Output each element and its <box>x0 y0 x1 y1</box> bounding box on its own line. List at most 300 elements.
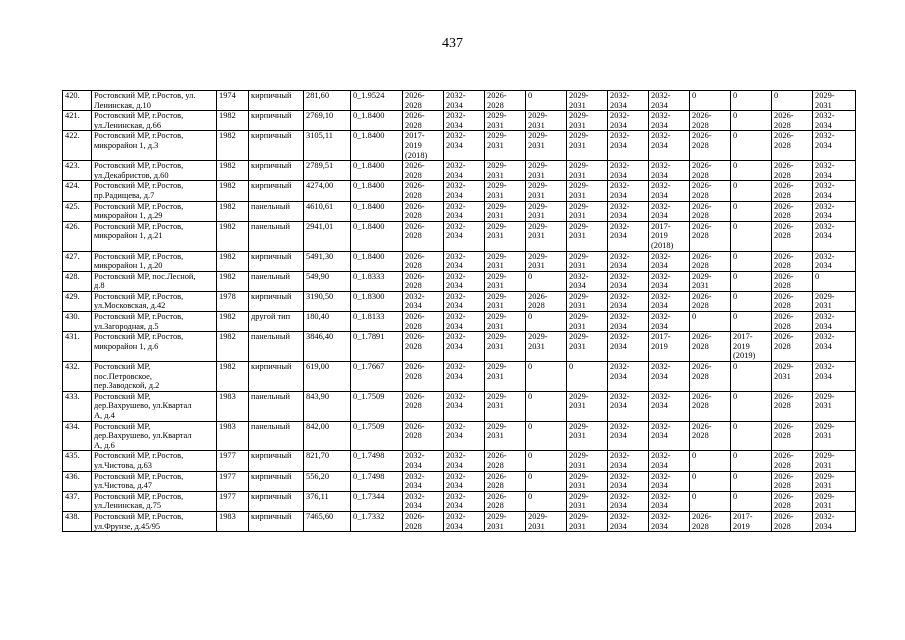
period-cell-p10: 2026- 2028 <box>772 332 813 362</box>
period-cell-p11: 2032- 2034 <box>813 251 856 271</box>
period-cell-p10: 2026- 2028 <box>772 111 813 131</box>
period-cell-p10: 2026- 2028 <box>772 221 813 251</box>
period-cell-p6: 2032- 2034 <box>608 362 649 392</box>
row-number-cell: 437. <box>63 491 92 511</box>
wall-material-cell: панельный <box>249 332 304 362</box>
priority-index-cell: 0_1.7498 <box>351 451 403 471</box>
address-cell: Ростовский МР, г.Ростов, ул.Московская, д.42 <box>92 291 217 311</box>
period-cell-p9: 0 <box>731 451 772 471</box>
period-cell-p11: 2029- 2031 <box>813 471 856 491</box>
period-cell-p3: 2029- 2031 <box>485 421 526 451</box>
priority-index-cell: 0_1.8400 <box>351 111 403 131</box>
period-cell-p5: 2029- 2031 <box>567 91 608 111</box>
period-cell-p1: 2032- 2034 <box>403 471 444 491</box>
period-cell-p8: 2026- 2028 <box>690 131 731 161</box>
period-cell-p10: 2026- 2028 <box>772 391 813 421</box>
period-cell-p10: 2026- 2028 <box>772 291 813 311</box>
table-row <box>63 291 856 311</box>
address-cell: Ростовский МР, г.Ростов, ул.Ленинская, д.66 <box>92 111 217 131</box>
period-cell-p6: 2032- 2034 <box>608 131 649 161</box>
period-cell-p10: 2026- 2028 <box>772 161 813 181</box>
period-cell-p10: 2026- 2028 <box>772 181 813 201</box>
period-cell-p9: 0 <box>731 271 772 291</box>
period-cell-p8: 0 <box>690 491 731 511</box>
priority-index-cell: 0_1.7667 <box>351 362 403 392</box>
row-number-cell: 426. <box>63 221 92 251</box>
period-cell-p9: 0 <box>731 491 772 511</box>
period-cell-p11: 2032- 2034 <box>813 161 856 181</box>
address-cell: Ростовский МР, дер.Вахрушево, ул.Квартал А, д.4 <box>92 391 217 421</box>
wall-material-cell: панельный <box>249 391 304 421</box>
period-cell-p10: 2026- 2028 <box>772 131 813 161</box>
wall-material-cell: кирпичный <box>249 131 304 161</box>
period-cell-p3: 2029- 2031 <box>485 332 526 362</box>
area-cell: 281,60 <box>304 91 351 111</box>
row-number-cell: 425. <box>63 201 92 221</box>
period-cell-p10: 2026- 2028 <box>772 471 813 491</box>
priority-index-cell: 0_1.8133 <box>351 312 403 332</box>
address-cell: Ростовский МР, г.Ростов, микрорайон 1, д.20 <box>92 251 217 271</box>
period-cell-p6: 2032- 2034 <box>608 511 649 531</box>
period-cell-p3: 2029- 2031 <box>485 362 526 392</box>
period-cell-p8: 0 <box>690 312 731 332</box>
period-cell-p7: 2032- 2034 <box>649 181 690 201</box>
period-cell-p2: 2032- 2034 <box>444 421 485 451</box>
period-cell-p9: 0 <box>731 251 772 271</box>
period-cell-p8: 0 <box>690 91 731 111</box>
year-built-cell: 1982 <box>217 111 249 131</box>
row-number-cell: 436. <box>63 471 92 491</box>
table-row <box>63 251 856 271</box>
period-cell-p3: 2029- 2031 <box>485 511 526 531</box>
period-cell-p7: 2032- 2034 <box>649 391 690 421</box>
period-cell-p5: 2029- 2031 <box>567 251 608 271</box>
area-cell: 549,90 <box>304 271 351 291</box>
period-cell-p6: 2032- 2034 <box>608 291 649 311</box>
table-row <box>63 201 856 221</box>
period-cell-p7: 2032- 2034 <box>649 451 690 471</box>
period-cell-p7: 2032- 2034 <box>649 471 690 491</box>
address-cell: Ростовский МР, г.Ростов, ул.Загородная, д.5 <box>92 312 217 332</box>
priority-index-cell: 0_1.7891 <box>351 332 403 362</box>
period-cell-p3: 2026- 2028 <box>485 91 526 111</box>
period-cell-p11: 0 <box>813 271 856 291</box>
row-number-cell: 432. <box>63 362 92 392</box>
period-cell-p1: 2026- 2028 <box>403 201 444 221</box>
year-built-cell: 1977 <box>217 451 249 471</box>
area-cell: 843,90 <box>304 391 351 421</box>
period-cell-p10: 2026- 2028 <box>772 491 813 511</box>
period-cell-p9: 0 <box>731 471 772 491</box>
period-cell-p2: 2032- 2034 <box>444 332 485 362</box>
period-cell-p5: 2029- 2031 <box>567 161 608 181</box>
period-cell-p8: 0 <box>690 471 731 491</box>
period-cell-p2: 2032- 2034 <box>444 362 485 392</box>
period-cell-p1: 2032- 2034 <box>403 451 444 471</box>
address-cell: Ростовский МР, г.Ростов, микрорайон 1, д.29 <box>92 201 217 221</box>
wall-material-cell: кирпичный <box>249 362 304 392</box>
period-cell-p8: 2026- 2028 <box>690 511 731 531</box>
period-cell-p1: 2026- 2028 <box>403 221 444 251</box>
period-cell-p2: 2032- 2034 <box>444 471 485 491</box>
period-cell-p10: 2026- 2028 <box>772 451 813 471</box>
table-row <box>63 421 856 451</box>
period-cell-p3: 2029- 2031 <box>485 391 526 421</box>
address-cell: Ростовский МР, г.Ростов, микрорайон 1, д.6 <box>92 332 217 362</box>
priority-index-cell: 0_1.8400 <box>351 221 403 251</box>
wall-material-cell: кирпичный <box>249 111 304 131</box>
wall-material-cell: кирпичный <box>249 251 304 271</box>
address-cell: Ростовский МР, г.Ростов, микрорайон 1, д.3 <box>92 131 217 161</box>
priority-index-cell: 0_1.7344 <box>351 491 403 511</box>
period-cell-p1: 2026- 2028 <box>403 161 444 181</box>
period-cell-p6: 2032- 2034 <box>608 271 649 291</box>
period-cell-p4: 2029- 2031 <box>526 332 567 362</box>
period-cell-p3: 2029- 2031 <box>485 221 526 251</box>
period-cell-p5: 2029- 2031 <box>567 221 608 251</box>
wall-material-cell: панельный <box>249 421 304 451</box>
period-cell-p7: 2032- 2034 <box>649 491 690 511</box>
address-cell: Ростовский МР, г.Ростов, ул.Фрунзе, д.45/95 <box>92 511 217 531</box>
year-built-cell: 1977 <box>217 491 249 511</box>
period-cell-p6: 2032- 2034 <box>608 391 649 421</box>
period-cell-p11: 2029- 2031 <box>813 291 856 311</box>
area-cell: 2769,10 <box>304 111 351 131</box>
priority-index-cell: 0_1.7498 <box>351 471 403 491</box>
period-cell-p9: 0 <box>731 421 772 451</box>
priority-index-cell: 0_1.8400 <box>351 161 403 181</box>
period-cell-p3: 2026- 2028 <box>485 451 526 471</box>
period-cell-p2: 2032- 2034 <box>444 312 485 332</box>
period-cell-p4: 0 <box>526 91 567 111</box>
period-cell-p11: 2032- 2034 <box>813 111 856 131</box>
year-built-cell: 1982 <box>217 271 249 291</box>
period-cell-p1: 2026- 2028 <box>403 421 444 451</box>
priority-index-cell: 0_1.8300 <box>351 291 403 311</box>
priority-index-cell: 0_1.8333 <box>351 271 403 291</box>
table-row <box>63 332 856 362</box>
period-cell-p10: 2026- 2028 <box>772 251 813 271</box>
period-cell-p6: 2032- 2034 <box>608 451 649 471</box>
area-cell: 7465,60 <box>304 511 351 531</box>
period-cell-p2: 2032- 2034 <box>444 131 485 161</box>
period-cell-p8: 2026- 2028 <box>690 201 731 221</box>
row-number-cell: 422. <box>63 131 92 161</box>
row-number-cell: 429. <box>63 291 92 311</box>
wall-material-cell: кирпичный <box>249 91 304 111</box>
period-cell-p2: 2032- 2034 <box>444 511 485 531</box>
year-built-cell: 1982 <box>217 201 249 221</box>
period-cell-p4: 0 <box>526 312 567 332</box>
period-cell-p8: 2026- 2028 <box>690 161 731 181</box>
period-cell-p6: 2032- 2034 <box>608 111 649 131</box>
row-number-cell: 433. <box>63 391 92 421</box>
period-cell-p6: 2032- 2034 <box>608 312 649 332</box>
period-cell-p5: 2029- 2031 <box>567 111 608 131</box>
period-cell-p1: 2026- 2028 <box>403 391 444 421</box>
area-cell: 3846,40 <box>304 332 351 362</box>
period-cell-p2: 2032- 2034 <box>444 251 485 271</box>
period-cell-p9: 2017- 2019 (2019) <box>731 332 772 362</box>
period-cell-p3: 2026- 2028 <box>485 491 526 511</box>
period-cell-p9: 0 <box>731 362 772 392</box>
table-row <box>63 312 856 332</box>
table-row <box>63 91 856 111</box>
period-cell-p5: 2029- 2031 <box>567 332 608 362</box>
address-cell: Ростовский МР, г.Ростов, ул.Чистова, д.63 <box>92 451 217 471</box>
period-cell-p2: 2032- 2034 <box>444 271 485 291</box>
address-cell: Ростовский МР, г.Ростов, пр.Радищева, д.7 <box>92 181 217 201</box>
period-cell-p1: 2026- 2028 <box>403 362 444 392</box>
period-cell-p2: 2032- 2034 <box>444 221 485 251</box>
year-built-cell: 1978 <box>217 291 249 311</box>
period-cell-p5: 0 <box>567 362 608 392</box>
period-cell-p4: 2029- 2031 <box>526 251 567 271</box>
period-cell-p11: 2032- 2034 <box>813 201 856 221</box>
row-number-cell: 435. <box>63 451 92 471</box>
wall-material-cell: кирпичный <box>249 161 304 181</box>
priority-index-cell: 0_1.8400 <box>351 251 403 271</box>
period-cell-p4: 0 <box>526 391 567 421</box>
table-body <box>63 91 856 532</box>
address-cell: Ростовский МР, г.Ростов, ул. Ленинская, д.10 <box>92 91 217 111</box>
table-row <box>63 451 856 471</box>
priority-index-cell: 0_1.7332 <box>351 511 403 531</box>
period-cell-p1: 2026- 2028 <box>403 91 444 111</box>
period-cell-p5: 2029- 2031 <box>567 471 608 491</box>
period-cell-p10: 2026- 2028 <box>772 312 813 332</box>
period-cell-p11: 2032- 2034 <box>813 332 856 362</box>
table-row <box>63 362 856 392</box>
period-cell-p2: 2032- 2034 <box>444 181 485 201</box>
period-cell-p11: 2029- 2031 <box>813 451 856 471</box>
wall-material-cell: кирпичный <box>249 511 304 531</box>
period-cell-p6: 2032- 2034 <box>608 91 649 111</box>
wall-material-cell: панельный <box>249 221 304 251</box>
period-cell-p9: 0 <box>731 291 772 311</box>
period-cell-p7: 2017- 2019 (2018) <box>649 221 690 251</box>
period-cell-p2: 2032- 2034 <box>444 491 485 511</box>
period-cell-p11: 2029- 2031 <box>813 421 856 451</box>
year-built-cell: 1982 <box>217 362 249 392</box>
period-cell-p7: 2017- 2019 <box>649 332 690 362</box>
period-cell-p10: 2026- 2028 <box>772 271 813 291</box>
period-cell-p1: 2026- 2028 <box>403 181 444 201</box>
wall-material-cell: кирпичный <box>249 471 304 491</box>
wall-material-cell: кирпичный <box>249 451 304 471</box>
row-number-cell: 421. <box>63 111 92 131</box>
wall-material-cell: кирпичный <box>249 491 304 511</box>
priority-index-cell: 0_1.8400 <box>351 201 403 221</box>
period-cell-p7: 2032- 2034 <box>649 511 690 531</box>
period-cell-p3: 2029- 2031 <box>485 271 526 291</box>
table-row <box>63 271 856 291</box>
period-cell-p7: 2032- 2034 <box>649 201 690 221</box>
period-cell-p11: 2032- 2034 <box>813 181 856 201</box>
period-cell-p7: 2032- 2034 <box>649 421 690 451</box>
priority-index-cell: 0_1.7509 <box>351 391 403 421</box>
period-cell-p2: 2032- 2034 <box>444 391 485 421</box>
year-built-cell: 1983 <box>217 391 249 421</box>
period-cell-p9: 0 <box>731 131 772 161</box>
area-cell: 3190,50 <box>304 291 351 311</box>
table-row <box>63 511 856 531</box>
row-number-cell: 431. <box>63 332 92 362</box>
table-row <box>63 471 856 491</box>
period-cell-p2: 2032- 2034 <box>444 201 485 221</box>
period-cell-p4: 0 <box>526 271 567 291</box>
period-cell-p8: 2026- 2028 <box>690 391 731 421</box>
period-cell-p8: 2026- 2028 <box>690 251 731 271</box>
period-cell-p6: 2032- 2034 <box>608 161 649 181</box>
period-cell-p1: 2026- 2028 <box>403 511 444 531</box>
period-cell-p9: 0 <box>731 221 772 251</box>
period-cell-p9: 0 <box>731 91 772 111</box>
row-number-cell: 428. <box>63 271 92 291</box>
table-row <box>63 181 856 201</box>
period-cell-p4: 0 <box>526 362 567 392</box>
period-cell-p5: 2029- 2031 <box>567 491 608 511</box>
wall-material-cell: кирпичный <box>249 181 304 201</box>
period-cell-p9: 2017- 2019 <box>731 511 772 531</box>
row-number-cell: 438. <box>63 511 92 531</box>
table-row <box>63 491 856 511</box>
period-cell-p3: 2029- 2031 <box>485 111 526 131</box>
period-cell-p4: 2029- 2031 <box>526 511 567 531</box>
period-cell-p2: 2032- 2034 <box>444 451 485 471</box>
period-cell-p6: 2032- 2034 <box>608 471 649 491</box>
row-number-cell: 420. <box>63 91 92 111</box>
period-cell-p9: 0 <box>731 201 772 221</box>
period-cell-p8: 2026- 2028 <box>690 221 731 251</box>
area-cell: 5491,30 <box>304 251 351 271</box>
table-row <box>63 391 856 421</box>
period-cell-p8: 2026- 2028 <box>690 332 731 362</box>
year-built-cell: 1982 <box>217 251 249 271</box>
year-built-cell: 1977 <box>217 471 249 491</box>
period-cell-p4: 0 <box>526 451 567 471</box>
period-cell-p8: 2026- 2028 <box>690 421 731 451</box>
period-cell-p5: 2029- 2031 <box>567 291 608 311</box>
period-cell-p6: 2032- 2034 <box>608 421 649 451</box>
period-cell-p5: 2029- 2031 <box>567 421 608 451</box>
period-cell-p1: 2032- 2034 <box>403 491 444 511</box>
address-cell: Ростовский МР, пос.Лесной, д.8 <box>92 271 217 291</box>
period-cell-p4: 0 <box>526 491 567 511</box>
period-cell-p6: 2032- 2034 <box>608 332 649 362</box>
period-cell-p4: 0 <box>526 471 567 491</box>
period-cell-p4: 0 <box>526 421 567 451</box>
area-cell: 619,00 <box>304 362 351 392</box>
period-cell-p3: 2029- 2031 <box>485 291 526 311</box>
period-cell-p11: 2029- 2031 <box>813 491 856 511</box>
table-row <box>63 111 856 131</box>
period-cell-p3: 2029- 2031 <box>485 312 526 332</box>
row-number-cell: 434. <box>63 421 92 451</box>
period-cell-p9: 0 <box>731 111 772 131</box>
period-cell-p4: 2029- 2031 <box>526 111 567 131</box>
wall-material-cell: панельный <box>249 271 304 291</box>
period-cell-p7: 2032- 2034 <box>649 271 690 291</box>
period-cell-p8: 2026- 2028 <box>690 111 731 131</box>
area-cell: 4274,00 <box>304 181 351 201</box>
period-cell-p5: 2029- 2031 <box>567 511 608 531</box>
row-number-cell: 427. <box>63 251 92 271</box>
area-cell: 3105,11 <box>304 131 351 161</box>
period-cell-p9: 0 <box>731 312 772 332</box>
period-cell-p5: 2029- 2031 <box>567 181 608 201</box>
year-built-cell: 1982 <box>217 181 249 201</box>
area-cell: 2789,51 <box>304 161 351 181</box>
table-row <box>63 221 856 251</box>
area-cell: 180,40 <box>304 312 351 332</box>
period-cell-p11: 2032- 2034 <box>813 221 856 251</box>
period-cell-p1: 2026- 2028 <box>403 111 444 131</box>
year-built-cell: 1982 <box>217 131 249 161</box>
table-row <box>63 161 856 181</box>
period-cell-p5: 2029- 2031 <box>567 451 608 471</box>
period-cell-p8: 2029- 2031 <box>690 271 731 291</box>
period-cell-p9: 0 <box>731 161 772 181</box>
period-cell-p1: 2026- 2028 <box>403 251 444 271</box>
period-cell-p10: 2026- 2028 <box>772 511 813 531</box>
period-cell-p9: 0 <box>731 391 772 421</box>
period-cell-p7: 2032- 2034 <box>649 161 690 181</box>
period-cell-p4: 2026- 2028 <box>526 291 567 311</box>
period-cell-p7: 2032- 2034 <box>649 131 690 161</box>
period-cell-p1: 2032- 2034 <box>403 291 444 311</box>
wall-material-cell: другой тип <box>249 312 304 332</box>
year-built-cell: 1982 <box>217 312 249 332</box>
year-built-cell: 1982 <box>217 221 249 251</box>
period-cell-p9: 0 <box>731 181 772 201</box>
area-cell: 556,20 <box>304 471 351 491</box>
period-cell-p11: 2032- 2034 <box>813 312 856 332</box>
year-built-cell: 1982 <box>217 161 249 181</box>
period-cell-p2: 2032- 2034 <box>444 91 485 111</box>
priority-index-cell: 0_1.8400 <box>351 181 403 201</box>
area-cell: 821,70 <box>304 451 351 471</box>
wall-material-cell: кирпичный <box>249 291 304 311</box>
period-cell-p6: 2032- 2034 <box>608 221 649 251</box>
period-cell-p1: 2026- 2028 <box>403 312 444 332</box>
row-number-cell: 423. <box>63 161 92 181</box>
year-built-cell: 1983 <box>217 421 249 451</box>
row-number-cell: 424. <box>63 181 92 201</box>
period-cell-p3: 2029- 2031 <box>485 181 526 201</box>
period-cell-p6: 2032- 2034 <box>608 251 649 271</box>
row-number-cell: 430. <box>63 312 92 332</box>
period-cell-p7: 2032- 2034 <box>649 312 690 332</box>
address-cell: Ростовский МР, г.Ростов, ул.Чистова, д.47 <box>92 471 217 491</box>
address-cell: Ростовский МР, г.Ростов, ул.Декабристов, д.60 <box>92 161 217 181</box>
period-cell-p7: 2032- 2034 <box>649 291 690 311</box>
period-cell-p11: 2032- 2034 <box>813 131 856 161</box>
period-cell-p8: 2026- 2028 <box>690 362 731 392</box>
address-cell: Ростовский МР, г.Ростов, ул.Ленинская, д.75 <box>92 491 217 511</box>
period-cell-p3: 2029- 2031 <box>485 131 526 161</box>
period-cell-p4: 2029- 2031 <box>526 181 567 201</box>
period-cell-p5: 2029- 2031 <box>567 131 608 161</box>
year-built-cell: 1974 <box>217 91 249 111</box>
period-cell-p11: 2032- 2034 <box>813 362 856 392</box>
period-cell-p3: 2029- 2031 <box>485 161 526 181</box>
period-cell-p11: 2029- 2031 <box>813 91 856 111</box>
period-cell-p3: 2026- 2028 <box>485 471 526 491</box>
period-cell-p4: 2029- 2031 <box>526 221 567 251</box>
priority-index-cell: 0_1.8400 <box>351 131 403 161</box>
period-cell-p7: 2032- 2034 <box>649 362 690 392</box>
